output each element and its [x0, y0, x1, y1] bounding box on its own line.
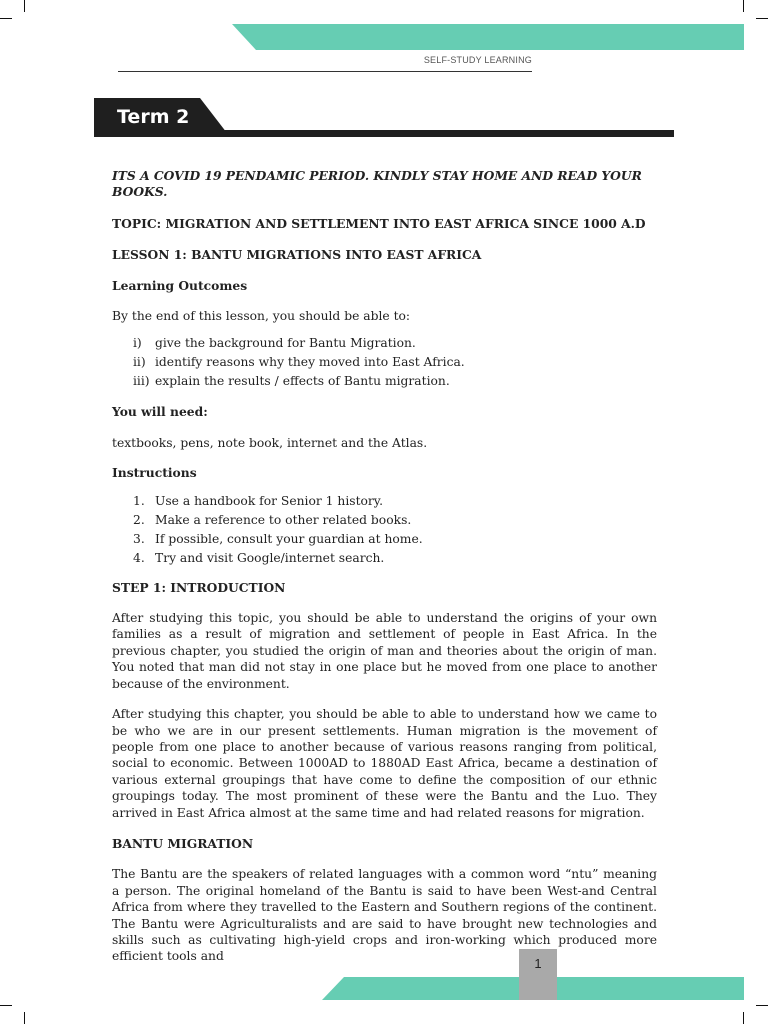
list-item-number: i): [133, 336, 142, 351]
list-item-text: Make a reference to other related books.: [155, 512, 412, 527]
step1-paragraph-1: After studying this topic, you should be able to understand the origins of your own families as a result of migration and settlement of people in East Africa. In the previous chapter, you studied the origin of man and theories about the origin of man. You noted that man did not stay in one place but he moved from one place to another because of the environment.: [112, 611, 657, 691]
list-item: [112, 334, 657, 353]
list-item-number: 4.: [133, 550, 145, 565]
need-text: textbooks, pens, note book, internet and the Atlas.: [112, 435, 428, 450]
list-item-number: 2.: [133, 512, 145, 527]
page-number: 1: [519, 949, 557, 1000]
term-label: Term 2: [117, 106, 190, 128]
crop-mark-bottom-right-v: [743, 1012, 744, 1024]
covid-notice: ITS A COVID 19 PENDAMIC PERIOD. KINDLY STAY HOME AND READ YOUR BOOKS.: [112, 168, 642, 200]
list-item-text: Try and visit Google/internet search.: [155, 550, 385, 565]
need-heading: You will need:: [112, 404, 208, 420]
list-item-text: give the background for Bantu Migration.: [155, 336, 416, 351]
list-item: [112, 549, 657, 568]
crop-mark-top-right-h: [756, 18, 768, 19]
list-item: [112, 353, 657, 372]
list-item-text: explain the results / effects of Bantu migration.: [155, 374, 450, 389]
header-label: SELF-STUDY LEARNING: [423, 55, 532, 65]
outcomes-heading: Learning Outcomes: [112, 277, 248, 293]
crop-mark-top-left-h: [0, 18, 12, 19]
bantu-heading: BANTU MIGRATION: [112, 835, 254, 851]
instructions-list: [112, 492, 657, 568]
header-accent-band: [232, 24, 744, 50]
crop-mark-bottom-right-h: [756, 1005, 768, 1006]
document-body: [112, 168, 657, 965]
list-item-text: If possible, consult your guardian at home.: [155, 531, 423, 546]
step1-paragraph-2: After studying this chapter, you should be able to able to understand how we came to be who we are in our present settlements. Human migration is the movement of people from one place to another because of various reasons ranging from political, social to economic. Between 1000AD to 1880AD East Africa, became a destination of various external groupings that have come to define the composition of our ethnic groupings today. The most prominent of these were the Bantu and the Luo. They arrived in East Africa almost at the same time and had related reasons for migration.: [112, 707, 657, 820]
list-item: [112, 530, 657, 549]
outcomes-intro: By the end of this lesson, you should be able to:: [112, 309, 411, 324]
list-item: [112, 372, 657, 391]
list-item-number: 1.: [133, 493, 145, 508]
bantu-paragraph: The Bantu are the speakers of related languages with a common word “ntu” meaning a person. The original homeland of the Bantu is said to have been West-and Central Africa from where they travelled to the Eastern and Southern regions of the continent. The Bantu were Agriculturalists and are said to have brought new technologies and skills such as cultivating high-yield crops and iron-working which produced more efficient tools and: [112, 867, 657, 964]
list-item-number: ii): [133, 355, 146, 370]
crop-mark-top-left-v: [24, 0, 25, 12]
header-rule: [118, 71, 532, 72]
list-item: [112, 492, 657, 511]
list-item: [112, 511, 657, 530]
crop-mark-top-right-v: [743, 0, 744, 12]
list-item-number: iii): [133, 374, 150, 389]
list-item-number: 3.: [133, 531, 145, 546]
list-item-text: identify reasons why they moved into East Africa.: [155, 355, 465, 370]
topic-heading: TOPIC: MIGRATION AND SETTLEMENT INTO EAST AFRICA SINCE 1000 A.D: [112, 215, 646, 231]
crop-mark-bottom-left-h: [0, 1005, 12, 1006]
outcomes-list: [112, 334, 657, 391]
instructions-heading: Instructions: [112, 465, 197, 481]
lesson-heading: LESSON 1: BANTU MIGRATIONS INTO EAST AFRICA: [112, 247, 482, 263]
step1-heading: STEP 1: INTRODUCTION: [112, 579, 286, 595]
crop-mark-bottom-left-v: [24, 1012, 25, 1024]
list-item-text: Use a handbook for Senior 1 history.: [155, 493, 384, 508]
